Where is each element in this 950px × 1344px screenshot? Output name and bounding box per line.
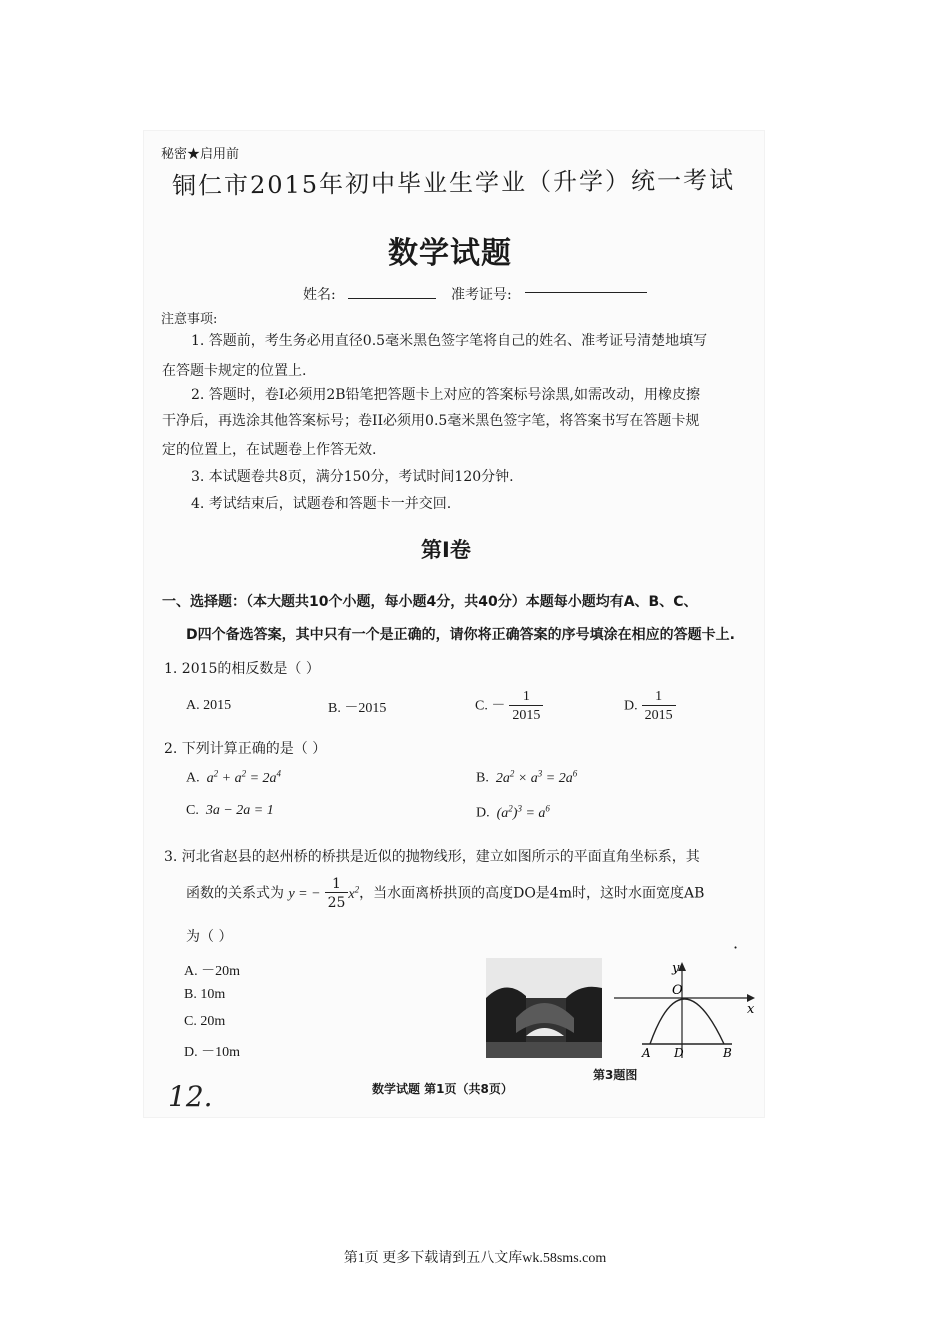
note-line: 定的位置上，在试题卷上作答无效.: [162, 442, 377, 458]
q2-option-b-expr: $2a^2 \times a^3 = 2a^6$: [495, 768, 578, 786]
secret-label: 秘密★启用前: [161, 147, 240, 162]
name-label: 姓名:: [303, 287, 336, 303]
q3-fraction: [325, 876, 349, 911]
q3-option-c: C. 20m: [184, 1014, 226, 1029]
label-d: D: [674, 1046, 684, 1060]
bridge-photo-art: [486, 958, 602, 1058]
q2-option-a-label: A.: [186, 770, 200, 786]
q3-option-d: D. －10m: [184, 1045, 240, 1060]
q1-stem: 1. 2015的相反数是（ ）: [164, 661, 320, 677]
q3-x-squared: $x^2$: [348, 883, 360, 902]
q3-option-b: B. 10m: [184, 987, 226, 1002]
exam-no-label: 准考证号:: [451, 287, 512, 303]
section-instruction-line2: D四个备选答案，其中只有一个是正确的，请你将正确答案的序号填涂在相应的答题卡上.: [186, 627, 735, 643]
note-line: 4. 考试结束后，试题卷和答题卡一并交回.: [191, 496, 452, 512]
note-line: 1. 答题前，考生务必用直径0.5毫米黑色签字笔将自己的姓名、准考证号清楚地填写: [191, 333, 708, 349]
site-footer: 第1页 更多下载请到五八文库wk.58sms.com: [343, 1251, 607, 1266]
q3-option-a: A. －20m: [184, 964, 240, 979]
label-a: A: [642, 1046, 651, 1060]
note-line: 2. 答题时，卷I必须用2B铅笔把答题卡上对应的答案标号涂黑,如需改动，用橡皮擦: [191, 387, 700, 403]
q2-option-c-label: C.: [186, 803, 199, 818]
q2-option-d: [476, 803, 550, 822]
name-blank: [348, 298, 436, 299]
q1-option-c-label: C. －: [475, 698, 506, 714]
q3-line2-post: ，当水面离桥拱顶的高度DO是4m时，这时水面宽度AB: [359, 885, 705, 902]
section-instruction-line1: 一、选择题：（本大题共10个小题，每小题4分，共40分）本题每小题均有A、B、C、: [162, 594, 698, 610]
label-y: y: [672, 961, 680, 976]
exam-no-blank: [525, 292, 647, 293]
denominator: 2015: [509, 705, 543, 724]
note-line: 3. 本试题卷共8页，满分150分，考试时间120分钟.: [191, 469, 514, 485]
numerator: 1: [522, 689, 530, 704]
q2-option-c-expr: 3a − 2a = 1: [205, 803, 274, 818]
volume-title: 第Ⅰ卷: [421, 538, 471, 562]
q2-option-a-expr: $a^2 + a^2 = 2a^4$: [206, 768, 282, 786]
q3-line1: 3. 河北省赵县的赵州桥的桥拱是近似的抛物线形，建立如图所示的平面直角坐标系，其: [164, 849, 700, 865]
label-b: B: [723, 1046, 732, 1060]
q2-option-c: [186, 803, 274, 819]
q1-option-c: [475, 689, 543, 724]
handwritten-mark: 12.: [168, 1080, 213, 1113]
note-line: 在答题卡规定的位置上.: [162, 363, 307, 379]
q3-line2: [186, 876, 704, 911]
q2-stem: 2. 下列计算正确的是（ ）: [164, 741, 327, 757]
q3-eq-left: y = −: [288, 886, 321, 902]
q1-option-c-fraction: [509, 689, 543, 724]
q1-option-d-label: D.: [624, 698, 638, 714]
stray-mark: ·: [733, 938, 739, 957]
q1-option-a: A. 2015: [186, 698, 232, 713]
parabola-curve: [650, 999, 724, 1044]
note-line: 干净后，再选涂其他答案标号；卷II必须用0.5毫米黑色签字笔，将答案书写在答题卡规: [162, 413, 700, 429]
subject-title: 数学试题: [388, 236, 512, 271]
q2-option-a: [186, 768, 281, 787]
q3-line3: 为（ ）: [186, 929, 233, 945]
label-o: O: [672, 983, 683, 998]
numerator: 1: [655, 689, 663, 704]
parabola-diagram: [612, 958, 757, 1063]
q1-option-d: [624, 689, 676, 724]
numerator: 1: [332, 876, 341, 892]
exam-title: 铜仁市2015年初中毕业生学业（升学）统一考试: [171, 166, 736, 200]
q2-option-d-expr: $(a^2)^3 = a^6$: [496, 803, 550, 821]
notes-heading: 注意事项:: [161, 312, 218, 327]
q2-option-b-label: B.: [476, 770, 489, 786]
denominator: 2015: [642, 705, 676, 724]
q3-line2-pre: 函数的关系式为: [186, 885, 284, 902]
x-axis-arrow-icon: [747, 994, 755, 1002]
q1-option-d-fraction: [642, 689, 676, 724]
label-x: x: [747, 1002, 755, 1017]
q2-option-b: [476, 768, 577, 787]
figure-caption: 第3题图: [593, 1068, 638, 1082]
bridge-photo: [486, 958, 602, 1058]
q1-option-b: B. －2015: [328, 701, 387, 716]
q2-option-d-label: D.: [476, 805, 490, 821]
page-footer: 数学试题 第1页（共8页）: [372, 1082, 513, 1096]
denominator: 25: [325, 892, 349, 911]
